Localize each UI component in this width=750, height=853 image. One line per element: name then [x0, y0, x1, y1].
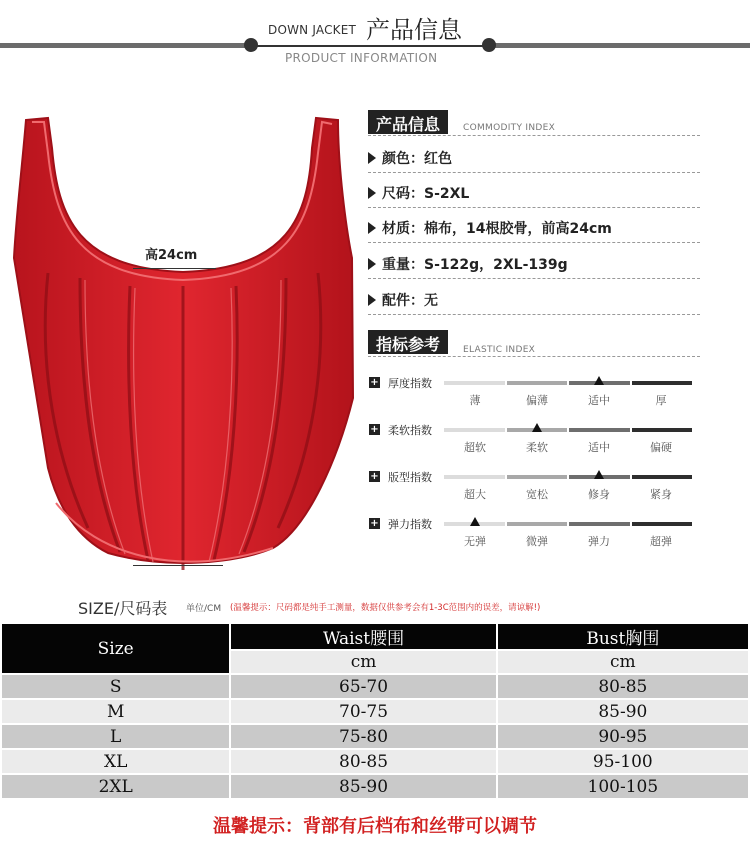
info-section-title: 产品信息	[368, 110, 448, 134]
index-scale-segment	[507, 381, 568, 385]
table-row	[1, 699, 749, 724]
index-marker-icon	[470, 517, 480, 526]
index-option: 修身	[588, 488, 610, 501]
index-option: 无弹	[464, 535, 486, 548]
info-section-english: COMMODITY INDEX	[463, 123, 556, 133]
index-scale-segment	[444, 475, 505, 479]
index-option: 宽松	[526, 488, 548, 501]
size-cell: M	[1, 699, 230, 724]
index-scale-segment	[632, 475, 693, 479]
index-option: 适中	[588, 441, 610, 454]
index-option: 微弹	[526, 535, 548, 548]
arrow-right-icon	[368, 222, 376, 234]
index-scale-segment	[569, 522, 630, 526]
plus-icon: +	[370, 424, 379, 435]
info-row-label: 颜色：	[382, 151, 424, 167]
height-measure-top-line	[133, 268, 216, 269]
bust-column-header: Bust胸围	[497, 623, 749, 650]
index-label: 柔软指数	[388, 424, 432, 437]
index-scale-segment	[507, 475, 568, 479]
info-row-divider	[368, 314, 700, 315]
size-table-title: SIZE/尺码表	[78, 599, 168, 618]
index-option: 超大	[464, 488, 486, 501]
index-scale-bar	[444, 381, 692, 385]
index-scale-bar	[444, 522, 692, 526]
waist-cell: 65-70	[230, 674, 496, 699]
index-section-rule	[368, 356, 700, 357]
waist-unit: cm	[230, 650, 496, 674]
size-cell: L	[1, 724, 230, 749]
height-measure-label: 高24cm	[145, 248, 198, 263]
bust-cell: 85-90	[497, 699, 749, 724]
header-subtitle: PRODUCT INFORMATION	[285, 51, 438, 65]
index-marker-icon	[532, 423, 542, 432]
waist-cell: 70-75	[230, 699, 496, 724]
index-label: 弹力指数	[388, 518, 432, 531]
bust-cell: 95-100	[497, 749, 749, 774]
header-rule-left	[0, 43, 250, 48]
info-row-divider	[368, 207, 700, 208]
index-option: 薄	[469, 394, 481, 407]
index-scale-segment	[632, 381, 693, 385]
index-option: 偏硬	[650, 441, 672, 454]
plus-icon: +	[370, 471, 379, 482]
size-cell: XL	[1, 749, 230, 774]
index-scale-bar	[444, 475, 692, 479]
table-row	[1, 774, 749, 799]
index-scale-segment	[632, 522, 693, 526]
size-table-unit: 单位/CM	[186, 604, 222, 614]
arrow-right-icon	[368, 152, 376, 164]
bust-unit: cm	[497, 650, 749, 674]
index-option: 厚	[655, 394, 667, 407]
info-row	[368, 218, 700, 240]
index-scale-segment	[507, 522, 568, 526]
header-dot-right	[482, 38, 496, 52]
index-option: 柔软	[526, 441, 548, 454]
info-section-rule	[368, 135, 700, 136]
index-option: 偏薄	[526, 394, 548, 407]
arrow-right-icon	[368, 258, 376, 270]
waist-cell: 85-90	[230, 774, 496, 799]
table-row	[1, 674, 749, 699]
index-option: 紧身	[650, 488, 672, 501]
size-cell: S	[1, 674, 230, 699]
table-row	[1, 749, 749, 774]
index-marker-icon	[594, 470, 604, 479]
arrow-right-icon	[368, 187, 376, 199]
info-row	[368, 183, 700, 205]
index-scale-segment	[444, 381, 505, 385]
info-row-label: 材质：	[382, 221, 424, 237]
size-cell: 2XL	[1, 774, 230, 799]
height-measure-bottom-line	[133, 565, 223, 566]
info-row-value: S-122g，2XL-139g	[424, 257, 568, 273]
product-image-corset	[8, 108, 358, 578]
size-table-note: (温馨提示：尺码都是纯手工测量，数据仅供参考会有1-3C范围内的误差，请谅解!)	[230, 603, 541, 613]
info-row-divider	[368, 278, 700, 279]
index-marker-icon	[594, 376, 604, 385]
info-row-label: 配件：	[382, 293, 424, 309]
adjustment-tip: 温馨提示：背部有后档布和丝带可以调节	[213, 816, 537, 837]
size-column-header: Size	[1, 623, 230, 674]
index-section-title: 指标参考	[368, 330, 448, 354]
waist-cell: 75-80	[230, 724, 496, 749]
bust-cell: 100-105	[497, 774, 749, 799]
index-scale-segment	[569, 428, 630, 432]
bust-cell: 90-95	[497, 724, 749, 749]
info-row-value: 红色	[424, 151, 452, 167]
table-row	[1, 724, 749, 749]
header-chinese-title: 产品信息	[366, 16, 462, 44]
plus-icon: +	[370, 377, 379, 388]
info-row	[368, 148, 700, 170]
info-row-divider	[368, 172, 700, 173]
size-table-header-row	[1, 623, 749, 650]
header-rule-right	[488, 43, 750, 48]
info-row-value: 棉布，14根胶骨，前高24cm	[424, 221, 612, 237]
info-row-label: 重量：	[382, 257, 424, 273]
index-option: 超软	[464, 441, 486, 454]
index-label: 厚度指数	[388, 377, 432, 390]
info-row-value: 无	[424, 293, 438, 309]
waist-column-header: Waist腰围	[230, 623, 496, 650]
index-option: 适中	[588, 394, 610, 407]
info-row	[368, 254, 700, 276]
index-option: 弹力	[588, 535, 610, 548]
info-row-value: S-2XL	[424, 186, 470, 202]
bust-cell: 80-85	[497, 674, 749, 699]
info-row-label: 尺码：	[382, 186, 424, 202]
header-dot-left	[244, 38, 258, 52]
arrow-right-icon	[368, 294, 376, 306]
info-row-divider	[368, 242, 700, 243]
size-table	[0, 622, 750, 800]
waist-cell: 80-85	[230, 749, 496, 774]
index-scale-segment	[632, 428, 693, 432]
header-english-title: DOWN JACKET	[268, 23, 357, 37]
plus-icon: +	[370, 518, 379, 529]
info-row	[368, 290, 700, 312]
index-section-english: ELASTIC INDEX	[463, 345, 536, 355]
index-label: 版型指数	[388, 471, 432, 484]
index-option: 超弹	[650, 535, 672, 548]
index-scale-segment	[444, 428, 505, 432]
index-scale-bar	[444, 428, 692, 432]
header-rule-center	[250, 45, 490, 47]
